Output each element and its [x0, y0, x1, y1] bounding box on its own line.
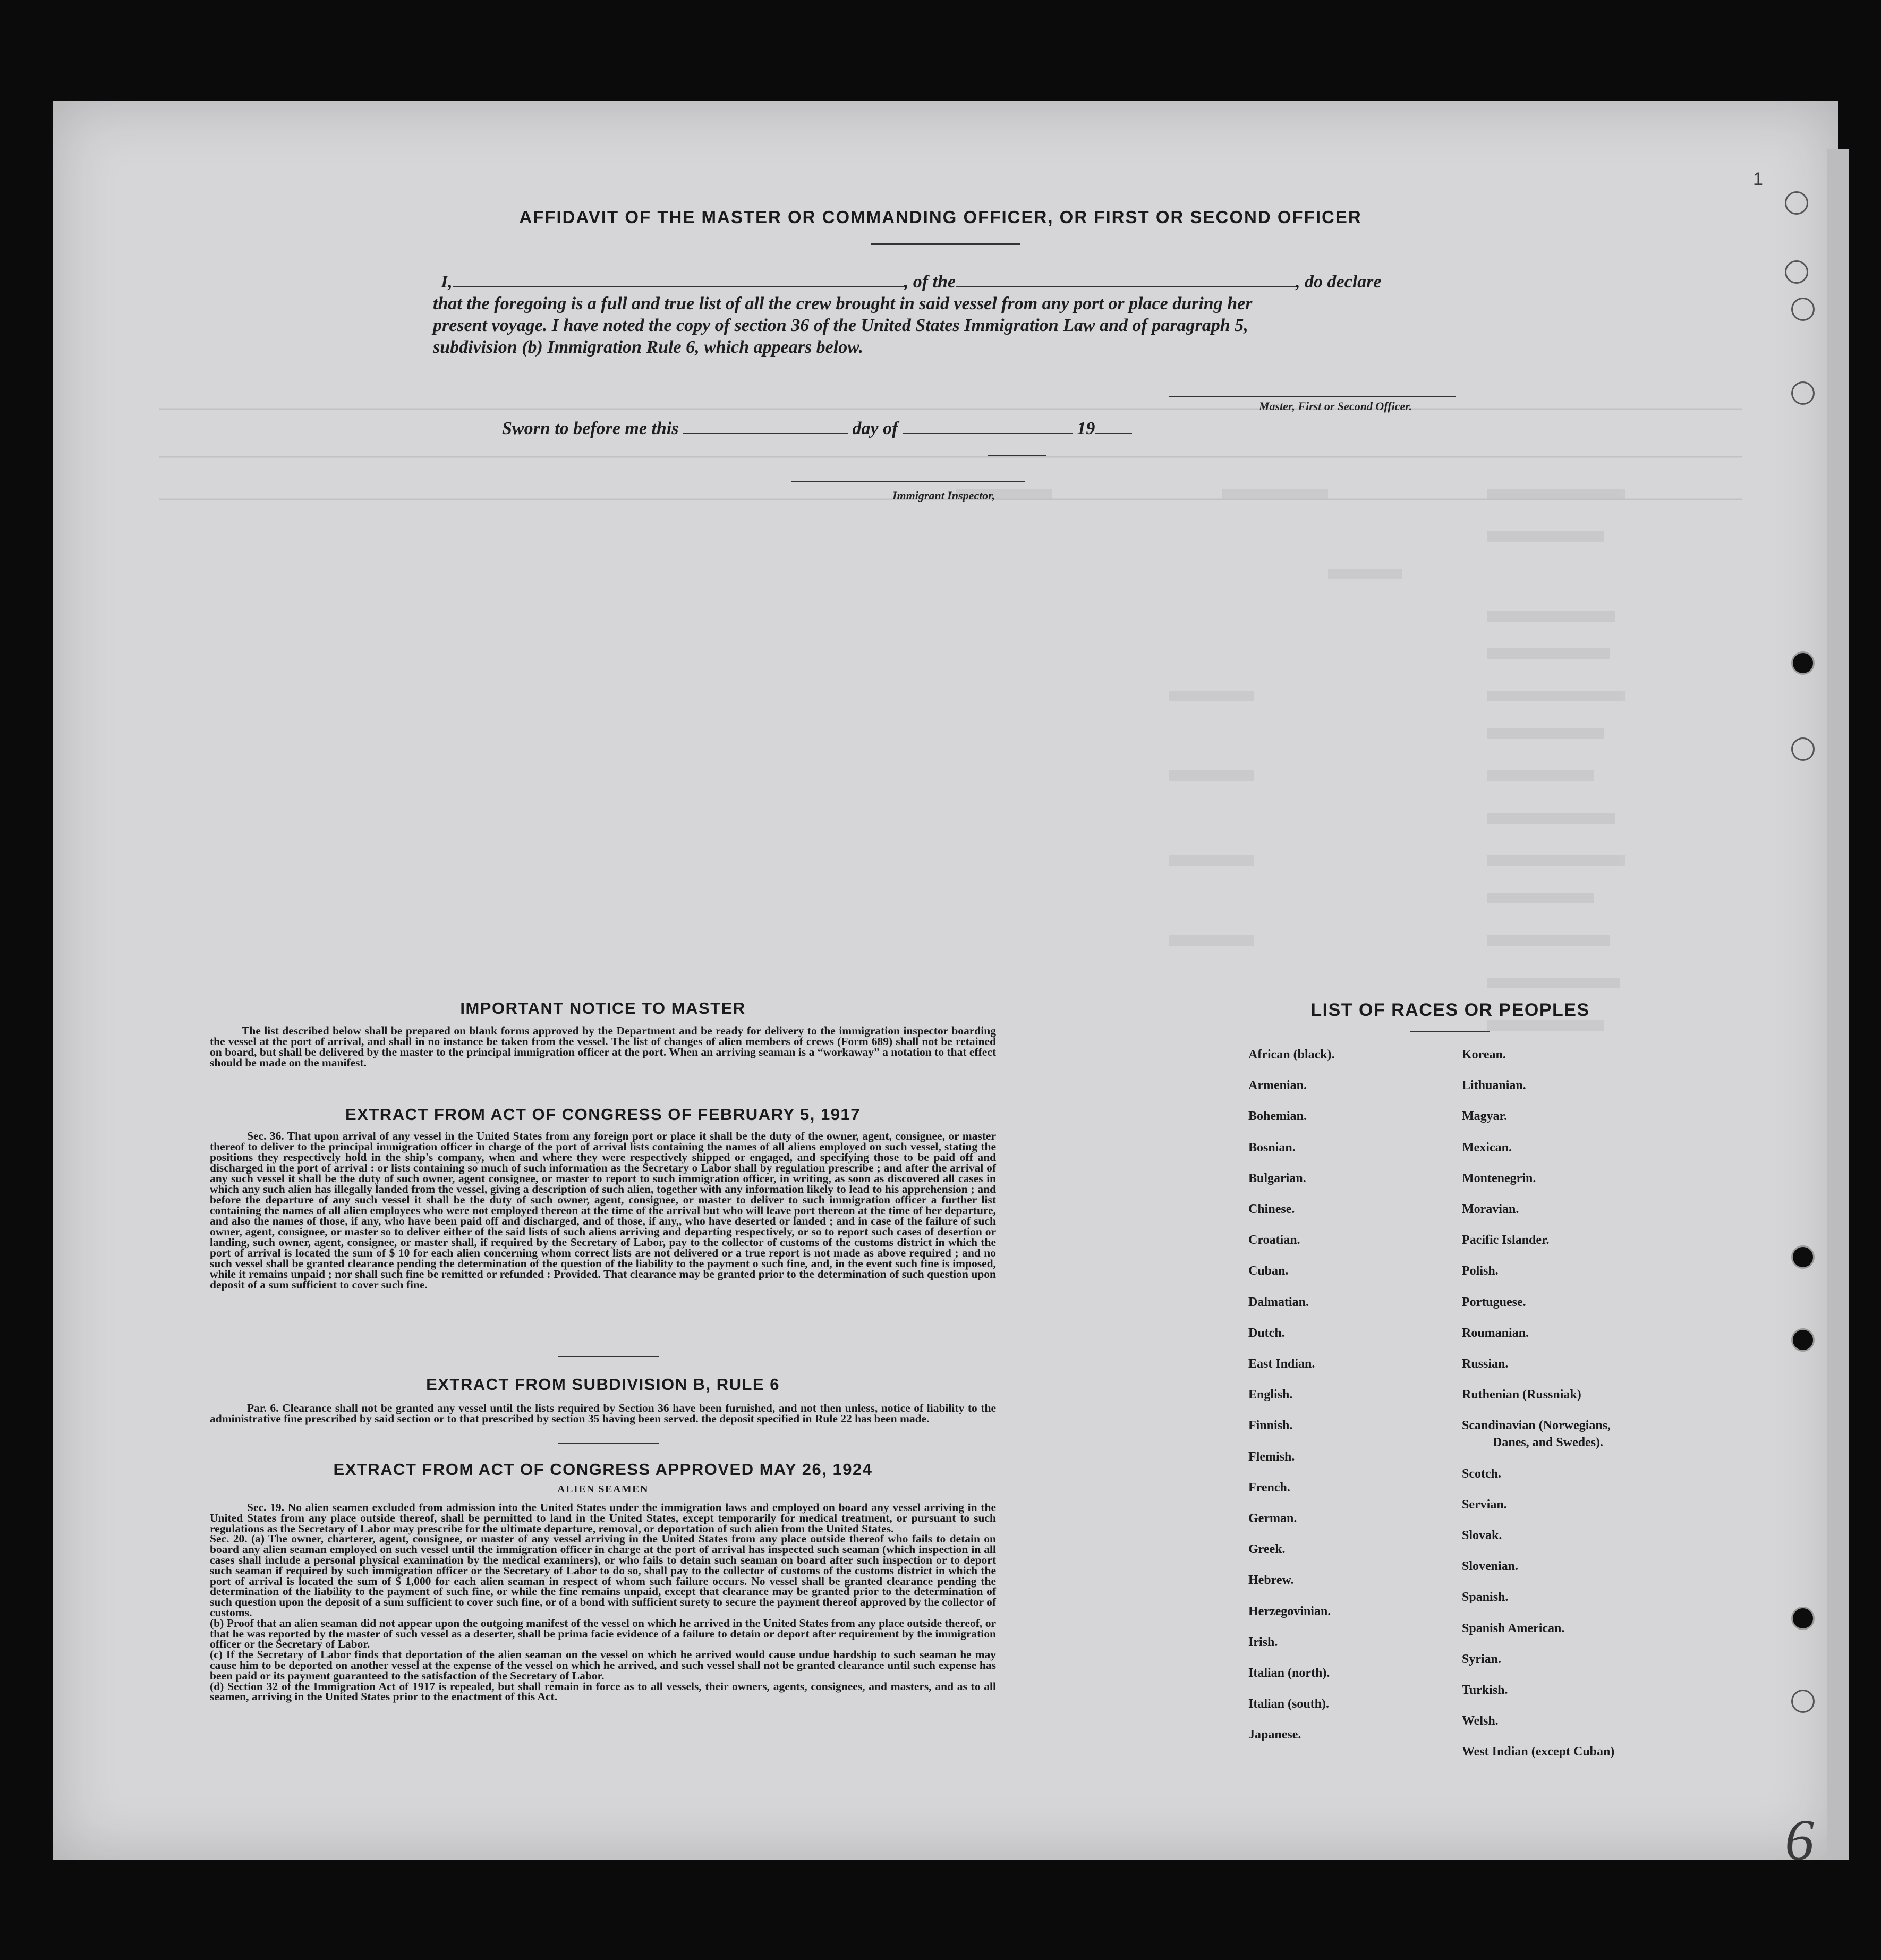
master-signature-line[interactable] [1169, 396, 1456, 397]
affidavit-line-2: that the foregoing is a full and true list of all the crew brought in said vessel from any port or place during her [433, 294, 1253, 313]
race-left-5: Bulgarian. [1248, 1171, 1306, 1185]
underlying-page-edge [1827, 149, 1849, 1860]
race-left-19: Herzegovinian. [1248, 1604, 1331, 1618]
race-right-9: Portuguese. [1462, 1295, 1526, 1309]
binding-hole-8 [1791, 1328, 1815, 1352]
affidavit-of-the: , of the [904, 272, 956, 292]
race-right-16: Slovak. [1462, 1529, 1502, 1542]
divider-2 [558, 1443, 659, 1444]
extract-1917-body: Sec. 36. That upon arrival of any vessel in the United States from any foreign port or place it shall be the duty of the owner, agent, consignee, or master thereof to deliver to the principal immigration officer in charge of the port of arrival lists containing the names of all aliens employed on such vessel, stating the positions they respectively hold in the ship's company, when and where they were respectively shipped or engaged, and specifying those to be paid off and discharged in the port of arrival : or lists containing so much of such information as the Secretary o Labor shall by regulation prescribe ; and after the arrival of any such vessel it shall be the duty of such owner, agent consignee, or master to report to such immigration officer, in writing, as soon as discovered all cases in which any such alien has illegally landed from the vessel, giving a description of such alien, together with any information likely to lead to his apprehension ; and before the departure of any such vessel it shall be the duty of such owner, agent, consignee, or master to deliver to such immigration officer a further list containing the names of all alien employees who were not employed thereon at the time of the arrival but who will leave port thereon at the time of her departure, and also the names of those, if any, who have been paid off and discharged, and of those, if any,, who have deserted or landed ; and in case of the failure of such owner, agent, consignee, or master so to deliver either of the said lists of such aliens arriving and departing respectively, or so to report such cases of desertion or landing, such owner, agent, consignee, or master shall, if required by the Secretary of Labor, pay to the collector of customs of the customs district in which the port of arrival is located the sum of $ 10 for each alien concerning whom correct lists are not delivered or a true report is not made as above required ; and no such vessel shall be granted clearance pending the determination of the question of the liability to the payment o such fine, and, in the event such fine is imposed, while it remains unpaid ; nor shall such fine be remitted or refunded : Provided. That clearance may be granted prior to the determination of such question upon deposit of a sum sufficient to cover such fine. [210, 1130, 996, 1291]
race-left-2: Armenian. [1248, 1079, 1307, 1093]
binding-hole-6 [1791, 737, 1815, 761]
race-right-12: Ruthenian (Russniak) [1462, 1388, 1581, 1402]
sworn-year-blank[interactable] [1095, 433, 1132, 434]
extract-1924-body: Sec. 19. No alien seamen excluded from admission into the United States under the immigration laws and employed on board any vessel arriving in the United States from any place outside thereof, shall be permitted to land in the United States, except temporarily for medical treatment, or pursuant to such regulations as the Secretary of Labor may prescribe for the ultimate departure, removal, or deportation of such alien from the United States. Sec. 20. (a) The owner, charterer, agent, consignee, or master of any vessel arriving in the United States from any place outside thereof who fails to detain on board any alien seaman employed on such vessel until the immigration officer in charge at the port of arrival has inspected such seaman (which inspection in all cases shall include a personal physical examination by the medical examiners), or who fails to detain such seaman on board after such inspection or to deport such seaman if required by such immigration officer or the Secretary of Labor to do so, shall pay to the collector of customs of the customs district in which the port of arrival is located the sum of $ 1,000 for each alien seaman in respect of whom such failure occurs. No vessel shall be granted clearance pending the determination of the liability to the payment of such fine, or while the fine remains unpaid, except that clearance may be granted prior to the determination of such question upon the deposit of a sum sufficient to cover such fine, or of a bond with sufficient surety to secure the payment thereof approved by the collector of customs. (b) Proof that an alien seaman did not appear upon the outgoing manifest of the vessel on which he arrived in the United States from any place outside thereof, or that he was reported by the master of such vessel as a deserter, shall be prima facie evidence of a failure to detain or deport after requirement by the immigration officer or the Secretary of Labor. (c) If the Secretary of Labor finds that deportation of the alien seaman on the vessel on which he arrived would cause undue hardship to such seaman he may cause him to be deported on another vessel at the expense of the vessel on which he arrived, and such vessel shall not be granted clearance until such expense has been paid or its payment guaranteed to the satisfaction of the Secretary of Labor. (d) Section 32 of the Immigration Act of 1917 is repealed, but shall remain in force as to all vessels, their owners, agents, consignees, and masters, and as to all seamen, arriving in the United States prior to the enactment of this Act. [210, 1501, 996, 1703]
race-right-22: Welsh. [1462, 1714, 1499, 1728]
master-signature-label: Master, First or Second Officer. [1259, 400, 1412, 413]
binding-hole-3 [1791, 298, 1815, 321]
race-right-23: West Indian (except Cuban) [1462, 1745, 1615, 1759]
binding-hole-7 [1791, 1245, 1815, 1269]
race-right-continuation: Danes, and Swedes). [1493, 1436, 1604, 1449]
corner-mark: 1 [1753, 169, 1763, 189]
race-right-5: Montenegrin. [1462, 1171, 1536, 1185]
race-left-20: Irish. [1248, 1635, 1278, 1649]
race-left-14: Flemish. [1248, 1449, 1295, 1464]
binding-hole-9 [1791, 1607, 1815, 1630]
race-left-7: Croatian. [1248, 1233, 1300, 1248]
race-left-6: Chinese. [1248, 1202, 1295, 1216]
sworn-day-of: day of [852, 419, 898, 438]
race-left-16: German. [1248, 1512, 1297, 1525]
affidavit-title: AFFIDAVIT OF THE MASTER OR COMMANDING OFFICER, OR FIRST OR SECOND OFFICER [519, 207, 1362, 227]
affidavit-title-rule [871, 243, 1020, 245]
divider-1 [558, 1356, 659, 1357]
race-right-18: Spanish. [1462, 1590, 1509, 1605]
race-left-9: Dalmatian. [1248, 1295, 1309, 1309]
binding-hole-4 [1791, 381, 1815, 405]
race-left-3: Bohemian. [1248, 1109, 1307, 1124]
race-left-1: African (black). [1248, 1048, 1335, 1062]
sworn-rule [988, 455, 1046, 456]
sworn-label: Sworn to before me this [502, 419, 679, 438]
binding-hole-2 [1785, 260, 1808, 284]
affidavit-do-declare: , do declare [1296, 272, 1382, 292]
inspector-signature-line[interactable] [791, 481, 1025, 482]
race-left-23: Japanese. [1248, 1728, 1301, 1742]
notice-title: IMPORTANT NOTICE TO MASTER [460, 999, 746, 1017]
race-right-15: Servian. [1462, 1497, 1507, 1512]
affidavit-line-3: present voyage. I have noted the copy of section 36 of the United States Immigration Law and of paragraph 5, [433, 316, 1248, 335]
affidavit-line-1 [441, 272, 1450, 292]
race-right-10: Roumanian. [1462, 1326, 1529, 1340]
affidavit-line-4: subdivision (b) Immigration Rule 6, which appears below. [433, 337, 864, 357]
binding-hole-5 [1791, 651, 1815, 675]
race-right-6: Moravian. [1462, 1202, 1519, 1216]
races-title-rule [1410, 1031, 1490, 1032]
sworn-day-blank[interactable] [683, 433, 848, 434]
race-left-21: Italian (north). [1248, 1666, 1330, 1680]
race-right-4: Mexican. [1462, 1140, 1512, 1155]
sworn-year: 19 [1077, 419, 1095, 438]
race-right-7: Pacific Islander. [1462, 1233, 1550, 1248]
page-number: 6 [1785, 1808, 1814, 1872]
race-right-2: Lithuanian. [1462, 1079, 1526, 1093]
race-right-17: Slovenian. [1462, 1559, 1519, 1574]
races-title: LIST OF RACES OR PEOPLES [1310, 1000, 1590, 1020]
binding-hole-10 [1791, 1690, 1815, 1713]
extract-1924-subtitle: ALIEN SEAMEN [557, 1483, 649, 1495]
extract-rule6-body: Par. 6. Clearance shall not be granted any vessel until the lists required by Section 36 have been furnished, and not then unless, notice of liability to the administrative fine prescribed by said section or to that prescribed by section 35 having been served. the deposit specified in Rule 22 has been made. [210, 1402, 996, 1425]
race-left-18: Hebrew. [1248, 1573, 1294, 1588]
race-right-13: Scandinavian (Norwegians, [1462, 1419, 1611, 1433]
race-left-17: Greek. [1248, 1542, 1286, 1557]
race-right-11: Russian. [1462, 1357, 1509, 1371]
notice-body: The list described below shall be prepared on blank forms approved by the Department and be ready for delivery to the immigration inspector boarding the vessel at the port of arrival, and shall in no instance be taken from the vessel. The list of changes of alien members of crews (Form 689) shall not be retained on board, but shall be delivered by the master to the principal immigration officer at the port. When an arriving seaman is a “workaway” a notation to that effect should be made on the manifest. [210, 1024, 996, 1069]
race-left-13: Finnish. [1248, 1419, 1293, 1433]
race-left-12: English. [1248, 1388, 1293, 1402]
race-left-4: Bosnian. [1248, 1140, 1296, 1155]
vessel-blank[interactable] [956, 286, 1296, 287]
extract-rule6-title: EXTRACT FROM SUBDIVISION B, RULE 6 [426, 1375, 780, 1394]
race-left-8: Cuban. [1248, 1264, 1289, 1278]
race-right-1: Korean. [1462, 1048, 1506, 1062]
race-right-8: Polish. [1462, 1264, 1499, 1278]
sworn-month-blank[interactable] [903, 433, 1073, 434]
race-left-10: Dutch. [1248, 1326, 1285, 1340]
extract-1924-title: EXTRACT FROM ACT OF CONGRESS APPROVED MAY 26, 1924 [333, 1460, 873, 1479]
inspector-label: Immigrant Inspector, [892, 489, 995, 502]
extract-1917-title: EXTRACT FROM ACT OF CONGRESS OF FEBRUARY 5, 1917 [345, 1105, 861, 1124]
race-left-11: East Indian. [1248, 1357, 1315, 1371]
race-left-15: French. [1248, 1480, 1290, 1495]
race-right-19: Spanish American. [1462, 1621, 1565, 1635]
sworn-line [502, 419, 1246, 439]
race-right-21: Turkish. [1462, 1683, 1508, 1697]
name-blank[interactable] [453, 286, 904, 287]
race-right-3: Magyar. [1462, 1109, 1508, 1124]
affidavit-i: I, [441, 272, 453, 292]
race-right-20: Syrian. [1462, 1652, 1502, 1666]
race-right-14: Scotch. [1462, 1466, 1501, 1481]
race-left-22: Italian (south). [1248, 1697, 1330, 1711]
